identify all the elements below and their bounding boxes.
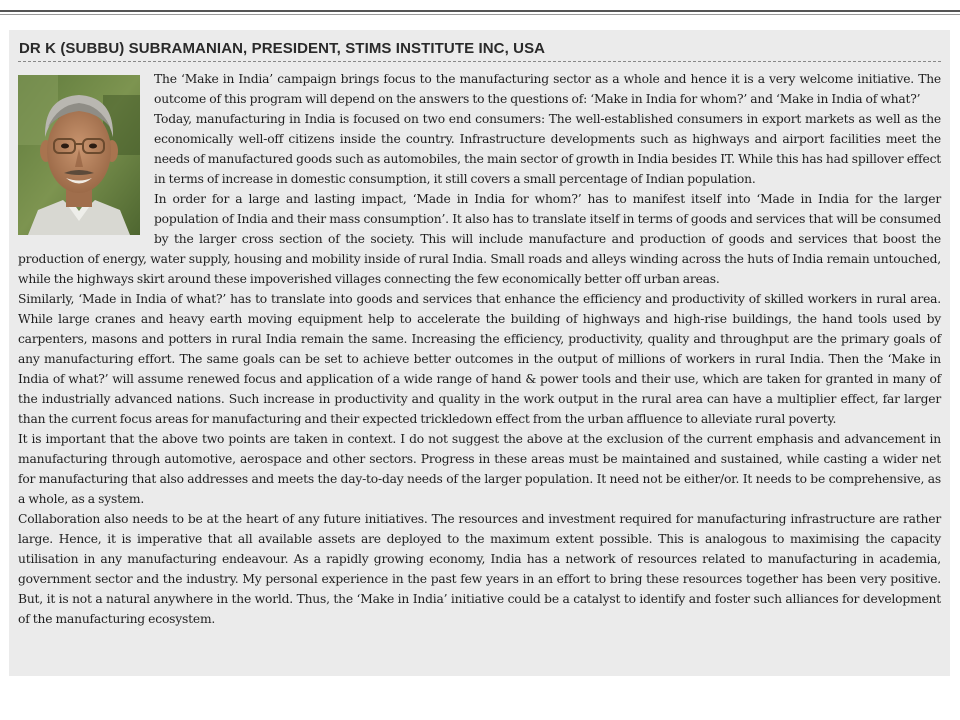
article-heading: DR K (SUBBU) SUBRAMANIAN, PRESIDENT, STIMS INSTITUTE INC, USA — [19, 40, 546, 57]
article-panel — [9, 30, 950, 676]
top-rule — [0, 10, 960, 15]
paragraph-2: Today, manufacturing in India is focused on two end consumers: The well-established consumers in export markets as well as the economically well-off citizens inside the country. Infrastructure developments such as highways and airport facilities meet the needs of manufactured goods such as automobiles, the main sector of growth in India besides IT. While this has had spillover effect in terms of increase in domestic consumption, it still covers a small percentage of Indian population. — [154, 112, 941, 186]
paragraph-3: In order for a large and lasting impact, ‘Made in India for whom?’ has to manifest itself into ‘Made in India for the larger population of India and their mass consumption’. It also has to translate itself in terms of goods and services that will be consumed by the larger cross section of the society. This will include manufacture and production of goods and services that boost the production of energy, water supply, housing and mobility inside of rural India. Small roads and alleys winding across the huts of India remain untouched, while the highways skirt around these impoverished villages connecting the few economically better off urban areas. — [18, 192, 941, 286]
heading-divider — [18, 61, 941, 62]
paragraph-5: It is important that the above two points are taken in context. I do not suggest the above at the exclusion of the current emphasis and advancement in manufacturing through automotive, aerospace and other sectors. Progress in these areas must be maintained and sustained, while casting a wider net for manufacturing that also addresses and meets the day-to-day needs of the larger population. It need not be either/or. It needs to be comprehensive, as a whole, as a system. — [18, 432, 941, 506]
paragraph-4: Similarly, ‘Made in India of what?’ has to translate into goods and services that enhance the efficiency and productivity of skilled workers in rural area. While large cranes and heavy earth moving equipment help to accelerate the building of highways and high-rise buildings, the hand tools used by carpenters, masons and potters in rural India remain the same. Increasing the efficiency, productivity, quality and throughput are the primary goals of any manufacturing effort. The same goals can be set to achieve better outcomes in the output of millions of workers in rural India. Then the ‘Make in India of what?’ will assume renewed focus and application of a wide range of hand & power tools and their use, which are taken for granted in many of the industrially advanced nations. Such increase in productivity and quality in the work output in the rural area can have a multiplier effect, far larger than the current focus areas for manufacturing and their expected trickledown effect from the urban affluence to alleviate rural poverty. — [18, 292, 941, 426]
author-photo — [18, 75, 140, 235]
article-body — [18, 69, 941, 629]
author-portrait-image — [18, 75, 140, 235]
paragraph-6: Collaboration also needs to be at the heart of any future initiatives. The resources and investment required for manufacturing infrastructure are rather large. Hence, it is imperative that all available assets are deployed to the maximum extent possible. This is analogous to maximising the capacity utilisation in any manufacturing endeavour. As a rapidly growing economy, India has a network of resources related to manufacturing in academia, government sector and the industry. My personal experience in the past few years in an effort to bring these resources together has been very positive. But, it is not a natural anywhere in the world. Thus, the ‘Make in India’ initiative could be a catalyst to identify and foster such alliances for development of the manufacturing ecosystem. — [18, 512, 941, 626]
paragraph-1: The ‘Make in India’ campaign brings focus to the manufacturing sector as a whole and hence it is a very welcome initiative. The outcome of this program will depend on the answers to the questions of: ‘Make in India for whom?’ and ‘Make in India of what?’ — [154, 72, 941, 106]
